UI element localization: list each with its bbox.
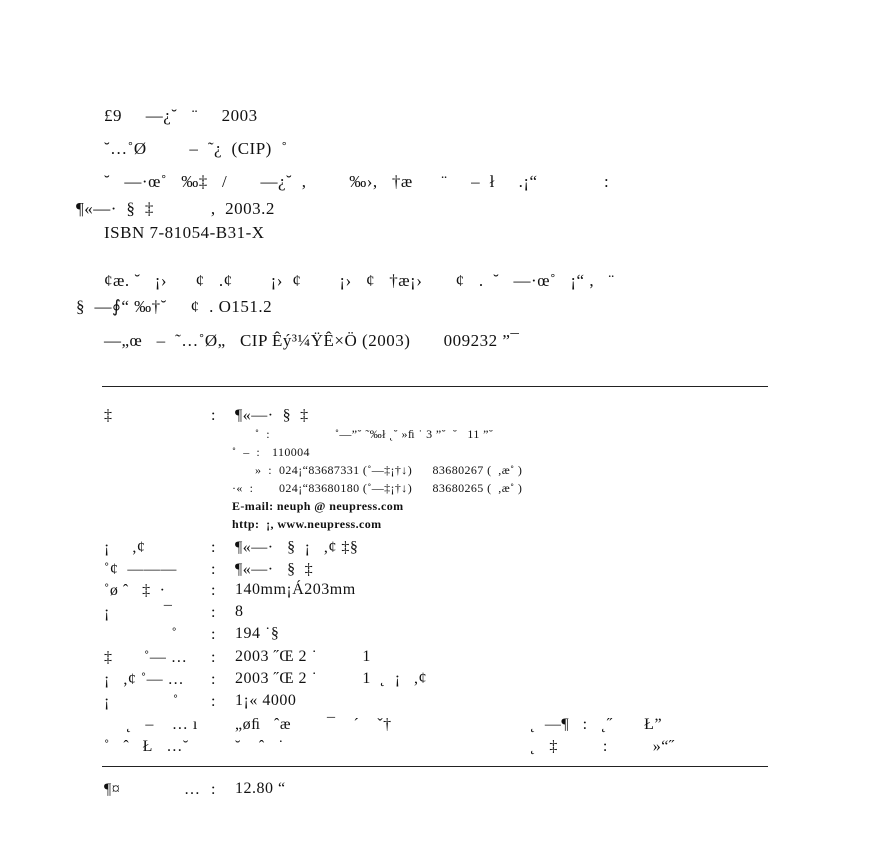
cip-line-8: —„œ – ˜…˚Ø„ CIP Êý³¼ŸÊ×Ö (2003) 009232 ”¯ bbox=[104, 331, 520, 350]
colon: : bbox=[211, 582, 216, 599]
row-label-2: ˚¢ ——— bbox=[104, 561, 177, 578]
colon: : bbox=[211, 649, 216, 666]
cip-line-4: ¶«—· § ‡ , 2003.2 bbox=[76, 199, 275, 218]
printing-value: 2003 ˝Œ 2 ˙ 1 ˛ ¡ ,¢ bbox=[235, 670, 428, 687]
email: E-mail: neuph @ neupress.com bbox=[232, 499, 404, 513]
proof-value: ˘ ˆ ˙ bbox=[235, 738, 284, 755]
colon: : bbox=[211, 671, 216, 688]
colon: : bbox=[211, 781, 216, 798]
colon: : bbox=[211, 604, 216, 621]
format-value: 140mm¡Á203mm bbox=[235, 581, 356, 598]
edition-value: 2003 ˝Œ 2 ˙ 1 bbox=[235, 648, 371, 665]
price-dots: … bbox=[184, 781, 201, 798]
sheets-value: 8 bbox=[235, 603, 244, 620]
address-value: ˚—”˘ ˜‰ł ˛˘ »ﬁ ˙ 3 ”˘ ˘ 11 ”˘ bbox=[335, 427, 494, 441]
row-label-6: ‡ ˚— … bbox=[104, 649, 188, 666]
cip-line-6: ¢æ. ˘ ¡› ¢ .¢ ¡› ¢ ¡› ¢ †æ¡› ¢ . ˘ —·œ˚ ¡“ , ¨ bbox=[104, 271, 615, 290]
zip-value: 110004 bbox=[272, 445, 310, 459]
address-label: ˚ : bbox=[255, 427, 270, 441]
colon: : bbox=[211, 561, 216, 578]
row-label-4: ¡ ¯ bbox=[104, 604, 173, 621]
responsible-credit: ˛ ‡ : »“˝ bbox=[530, 738, 675, 755]
row-label-5: ˚ bbox=[104, 626, 178, 643]
editor-value: „øﬁ ˆæ ¯ ´ ˇ† bbox=[235, 716, 392, 733]
fax-label: ·« : bbox=[232, 481, 254, 495]
row-label-7: ¡ ,¢ ˚— … bbox=[104, 671, 185, 688]
print-run-value: 1¡« 4000 bbox=[235, 692, 297, 709]
colon: : bbox=[211, 693, 216, 710]
price-value: 12.80 “ bbox=[235, 780, 286, 797]
row-value-1: ¶«—· § ¡ ,¢ ‡§ bbox=[235, 539, 359, 556]
editor-label: ˛ – … ı bbox=[126, 716, 198, 733]
colon: : bbox=[211, 626, 216, 643]
cip-isbn: ISBN 7-81054-B31-X bbox=[104, 223, 265, 242]
colon: : bbox=[211, 539, 216, 556]
cip-line-2: ˘…˚Ø – ˜¿ (CIP) ˚ bbox=[104, 139, 288, 158]
proof-label: ˚ ˆ Ł …˘ bbox=[104, 738, 189, 755]
cip-line-3: ˘ —·œ˚ ‰‡ / —¿˘ , ‰›, †æ ¨ – ł .¡“ : bbox=[104, 172, 610, 191]
cip-line-7: § —∮“ ‰†˘ ¢ . O151.2 bbox=[76, 297, 273, 316]
row-label-3: ˚ø ˆ ‡ · bbox=[104, 582, 166, 599]
publisher-label: ‡ bbox=[104, 407, 113, 424]
design-credit: ˛ —¶ : ˛˝ Ł” bbox=[530, 716, 663, 733]
bottom-rule bbox=[102, 766, 768, 767]
price-label: ¶¤ bbox=[104, 781, 121, 798]
website: http: ¡, www.neupress.com bbox=[232, 517, 382, 531]
zip-label: ˚ – : bbox=[232, 445, 261, 459]
colon: : bbox=[211, 407, 216, 424]
publisher-value: ¶«—· § ‡ bbox=[235, 407, 309, 424]
tel-value: 024¡“83687331 (˚—‡¡†↓) 83680267 ( ,æ˚ ) bbox=[279, 463, 523, 477]
row-value-2: ¶«—· § ‡ bbox=[235, 561, 314, 578]
top-rule bbox=[102, 386, 768, 387]
tel-label: » : bbox=[255, 463, 272, 477]
word-count-value: 194 ˙§ bbox=[235, 625, 280, 642]
row-label-1: ¡ ,¢ bbox=[104, 539, 146, 556]
fax-value: 024¡“83680180 (˚—‡¡†↓) 83680265 ( ,æ˚ ) bbox=[279, 481, 523, 495]
cip-line-1: £9 —¿˘ ¨ 2003 bbox=[104, 106, 258, 125]
row-label-8: ¡ ˚ bbox=[104, 693, 179, 710]
